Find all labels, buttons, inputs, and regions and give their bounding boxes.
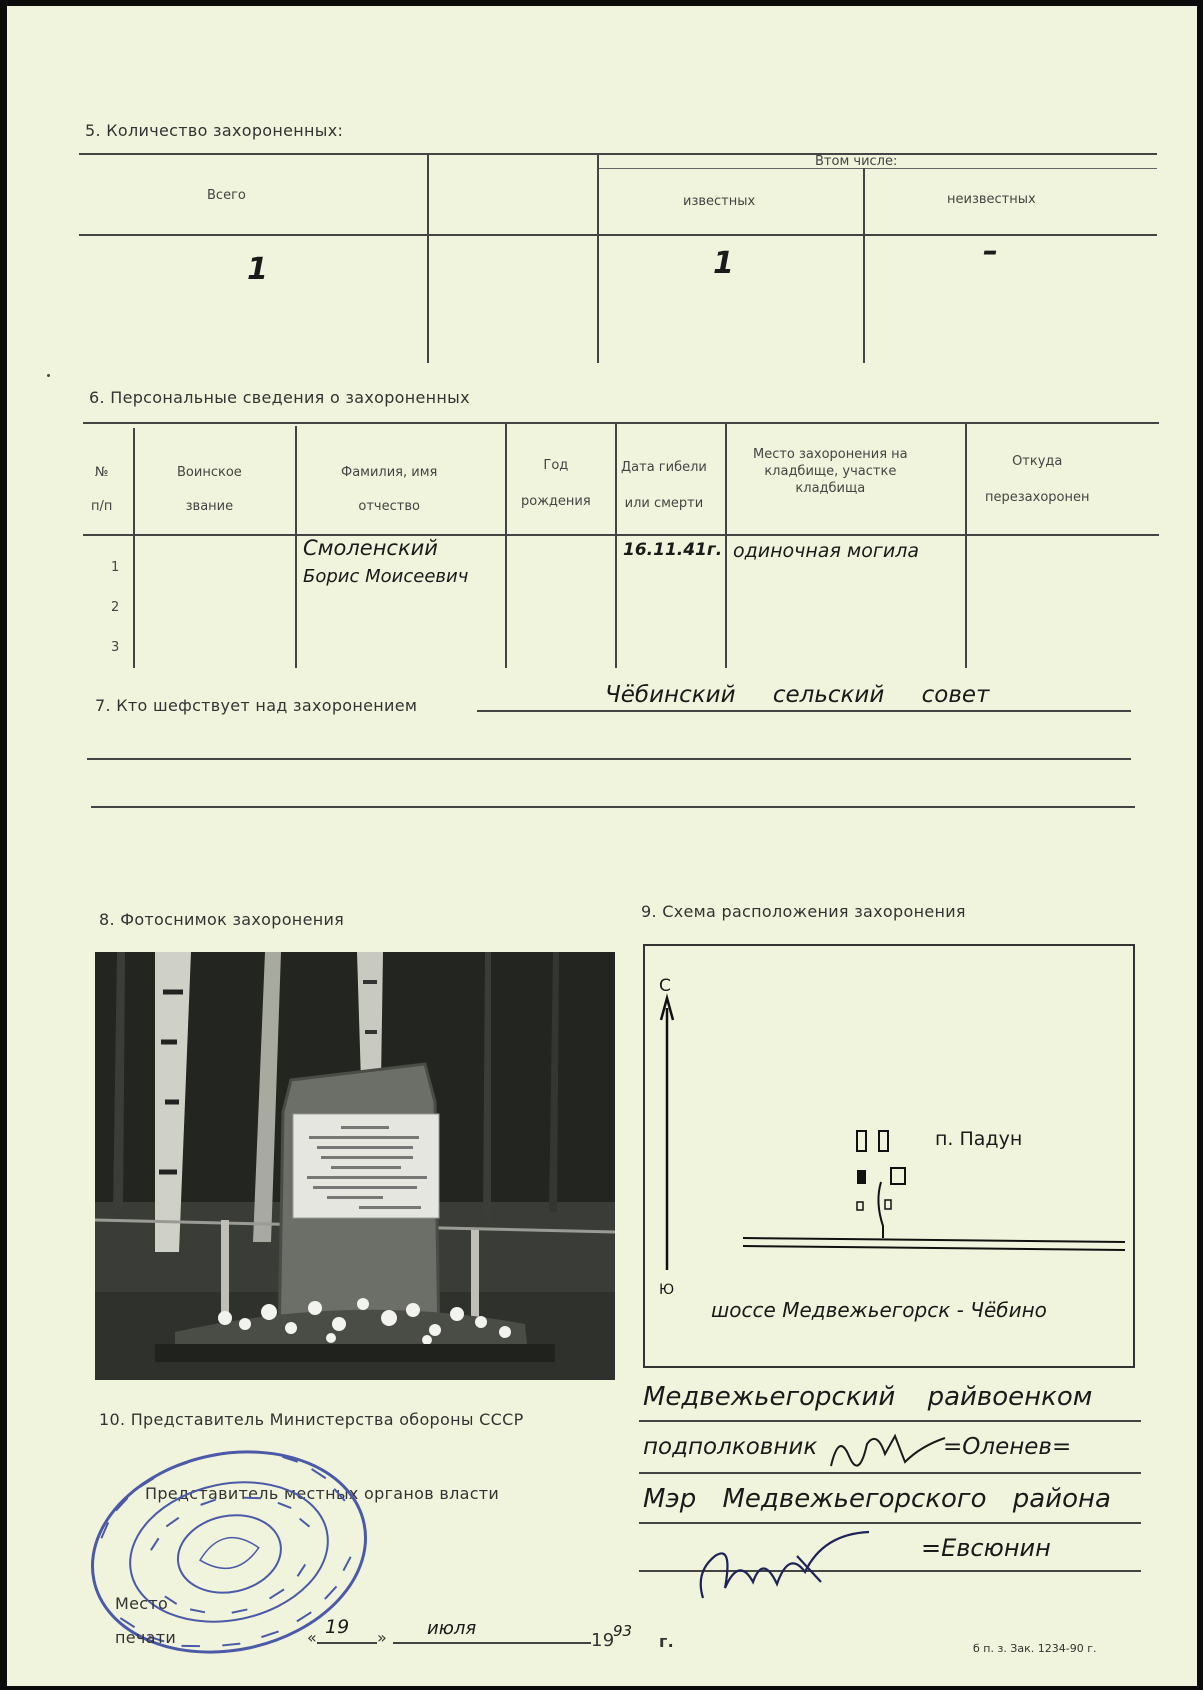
stamp-place-line2: печати xyxy=(115,1628,177,1647)
local-authority-title: Представитель местных органов власти xyxy=(145,1484,500,1503)
paper-speck xyxy=(47,374,50,377)
date-month-line xyxy=(393,1642,591,1644)
mod-signature xyxy=(825,1426,1025,1476)
table6-vline-5 xyxy=(725,424,727,668)
header-unknown: неизвестных xyxy=(947,192,1036,207)
section8-title: 8. Фотоснимок захоронения xyxy=(99,910,345,929)
table5-vline-3 xyxy=(863,168,865,363)
header-including: Втом числе: xyxy=(815,154,898,169)
burial-place: одиночная могила xyxy=(733,540,919,562)
death-date: 16.11.41г. xyxy=(623,540,723,560)
table6-header-line xyxy=(83,534,1159,536)
header-place: Место захоронения на кладбище, участке кладбища xyxy=(753,447,908,496)
section5-title: 5. Количество захороненных: xyxy=(85,121,344,140)
table5-vline-2 xyxy=(597,153,599,363)
stamp-place-line1: Место xyxy=(115,1594,169,1613)
mod-rep-name: =Оленев= xyxy=(943,1434,1072,1460)
header-name: Фамилия, имя отчество xyxy=(341,465,438,514)
section10-title: 10. Представитель Министерства обороны СССР xyxy=(99,1410,524,1429)
section10-line-1 xyxy=(639,1420,1141,1422)
header-from: Откуда перезахоронен xyxy=(985,454,1090,505)
table6-top-line xyxy=(83,422,1159,424)
table5-top-line xyxy=(79,153,1157,155)
row-number-1: 1 xyxy=(111,560,120,575)
header-birth: Год рождения xyxy=(521,458,591,509)
table6-vline-2 xyxy=(295,426,297,668)
patron-value: Чёбинский сельский совет xyxy=(605,682,990,708)
header-known: известных xyxy=(683,194,756,209)
mod-rep-line1: Медвежьегорский райвоенком xyxy=(643,1382,1093,1412)
value-total: 1 xyxy=(247,252,268,287)
section9-title: 9. Схема расположения захоронения xyxy=(641,902,966,921)
table6-vline-1 xyxy=(133,428,135,668)
value-unknown: – xyxy=(983,234,998,269)
section7-line-2 xyxy=(87,758,1131,760)
section7-line-1 xyxy=(477,710,1131,712)
burial-photo xyxy=(95,952,615,1380)
date-month: июля xyxy=(427,1618,477,1639)
deceased-name: Борис Моисеевич xyxy=(303,566,469,587)
table6-vline-6 xyxy=(965,424,967,668)
date-quote-open: « xyxy=(307,1628,318,1647)
road-label: шоссе Медвежьегорск - Чёбино xyxy=(711,1298,1047,1322)
section7-line-3 xyxy=(91,806,1135,808)
deceased-surname: Смоленский xyxy=(303,536,438,560)
date-day-line xyxy=(317,1642,377,1644)
section6-title: 6. Персональные сведения о захороненных xyxy=(89,388,470,407)
section7-title: 7. Кто шефствует над захоронением xyxy=(95,696,418,715)
date-year-prefix: 19 xyxy=(591,1630,615,1651)
table5-vline-1 xyxy=(427,153,429,363)
burial-photo-image xyxy=(95,952,615,1380)
date-year-suffix: 93 xyxy=(613,1622,633,1640)
local-rep-line1: Мэр Медвежьегорского района xyxy=(643,1484,1111,1514)
north-label: С xyxy=(659,976,671,996)
header-total: Всего xyxy=(207,188,246,203)
date-year-unit: г. xyxy=(659,1632,675,1651)
print-info: б п. з. Зак. 1234-90 г. xyxy=(973,1642,1097,1655)
header-rank: Воинское звание xyxy=(177,465,242,514)
header-death: Дата гибели или смерти xyxy=(621,460,707,511)
local-signature xyxy=(693,1526,893,1610)
value-known: 1 xyxy=(713,246,734,281)
table6-vline-3 xyxy=(505,424,507,668)
header-num: № п/п xyxy=(91,465,113,514)
date-quote-close: » xyxy=(377,1628,388,1647)
row-number-2: 2 xyxy=(111,600,120,615)
section10-line-3 xyxy=(639,1522,1141,1524)
mod-rep-rank: подполковник xyxy=(643,1434,818,1460)
south-label: Ю xyxy=(659,1282,675,1298)
village-label: п. Падун xyxy=(935,1128,1023,1150)
table6-vline-4 xyxy=(615,424,617,668)
date-day: 19 xyxy=(325,1616,350,1638)
row-number-3: 3 xyxy=(111,640,120,655)
location-scheme xyxy=(643,944,1135,1368)
document-page xyxy=(7,6,1197,1686)
local-rep-name: =Евсюнин xyxy=(921,1534,1051,1562)
